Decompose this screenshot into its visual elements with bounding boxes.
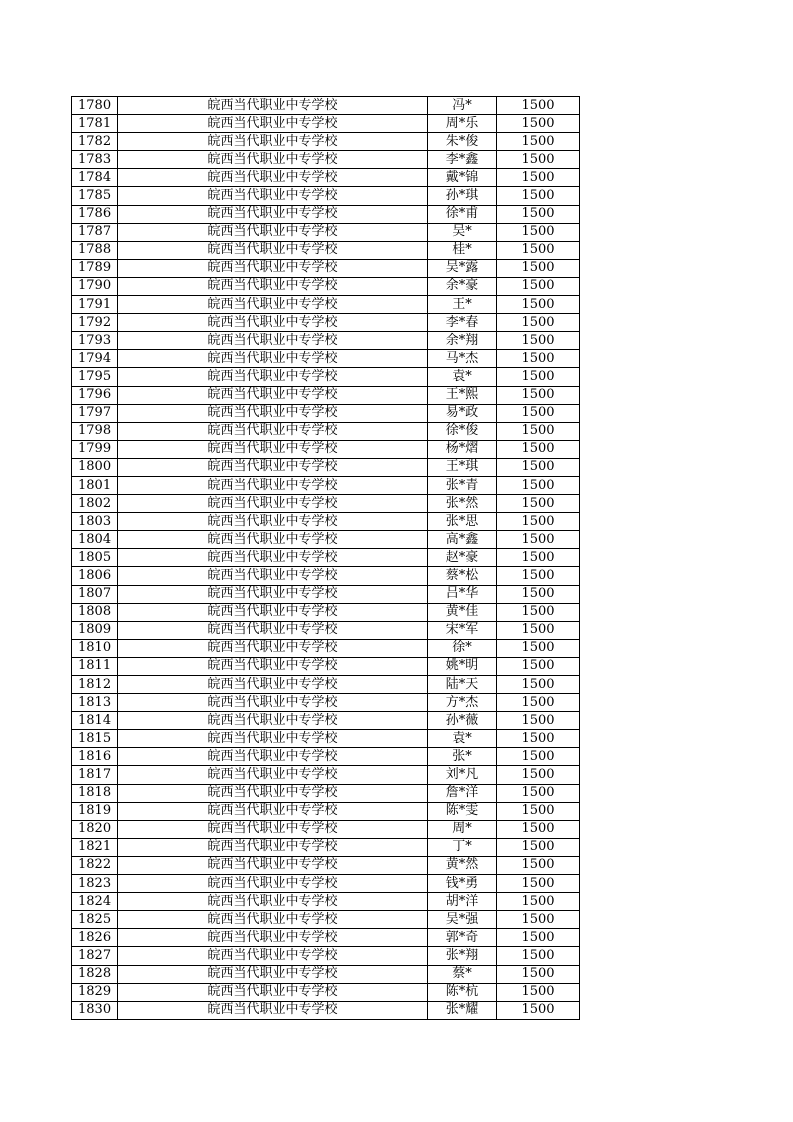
school-name-cell: 皖西当代职业中专学校 <box>118 115 428 133</box>
row-number-cell: 1826 <box>72 929 118 947</box>
row-number-cell: 1803 <box>72 513 118 531</box>
table-row <box>72 1001 580 1019</box>
student-name-cell: 胡*洋 <box>428 893 497 911</box>
school-name-cell: 皖西当代职业中专学校 <box>118 549 428 567</box>
school-name-cell: 皖西当代职业中专学校 <box>118 422 428 440</box>
table-row <box>72 784 580 802</box>
student-name-cell: 周*乐 <box>428 115 497 133</box>
row-number-cell: 1782 <box>72 133 118 151</box>
amount-cell: 1500 <box>497 621 580 639</box>
row-number-cell: 1781 <box>72 115 118 133</box>
amount-cell: 1500 <box>497 712 580 730</box>
amount-cell: 1500 <box>497 115 580 133</box>
table-row <box>72 694 580 712</box>
row-number-cell: 1797 <box>72 404 118 422</box>
student-name-cell: 赵*豪 <box>428 549 497 567</box>
school-name-cell: 皖西当代职业中专学校 <box>118 404 428 422</box>
row-number-cell: 1814 <box>72 712 118 730</box>
student-name-cell: 徐*俊 <box>428 422 497 440</box>
table-row <box>72 277 580 295</box>
amount-cell: 1500 <box>497 223 580 241</box>
row-number-cell: 1798 <box>72 422 118 440</box>
table-row <box>72 115 580 133</box>
row-number-cell: 1823 <box>72 875 118 893</box>
amount-cell: 1500 <box>497 893 580 911</box>
student-name-cell: 吕*华 <box>428 585 497 603</box>
row-number-cell: 1805 <box>72 549 118 567</box>
student-name-cell: 李*鑫 <box>428 151 497 169</box>
school-name-cell: 皖西当代职业中专学校 <box>118 929 428 947</box>
amount-cell: 1500 <box>497 422 580 440</box>
row-number-cell: 1818 <box>72 784 118 802</box>
amount-cell: 1500 <box>497 97 580 115</box>
school-name-cell: 皖西当代职业中专学校 <box>118 820 428 838</box>
subsidy-table <box>71 96 580 1020</box>
amount-cell: 1500 <box>497 820 580 838</box>
table-row <box>72 585 580 603</box>
amount-cell: 1500 <box>497 911 580 929</box>
student-name-cell: 朱*俊 <box>428 133 497 151</box>
student-name-cell: 黄*佳 <box>428 603 497 621</box>
table-row <box>72 766 580 784</box>
row-number-cell: 1827 <box>72 947 118 965</box>
table-row <box>72 748 580 766</box>
table-row <box>72 368 580 386</box>
school-name-cell: 皖西当代职业中专学校 <box>118 169 428 187</box>
student-name-cell: 戴*锦 <box>428 169 497 187</box>
table-row <box>72 983 580 1001</box>
row-number-cell: 1799 <box>72 440 118 458</box>
amount-cell: 1500 <box>497 856 580 874</box>
amount-cell: 1500 <box>497 495 580 513</box>
school-name-cell: 皖西当代职业中专学校 <box>118 350 428 368</box>
amount-cell: 1500 <box>497 133 580 151</box>
student-name-cell: 詹*洋 <box>428 784 497 802</box>
school-name-cell: 皖西当代职业中专学校 <box>118 296 428 314</box>
table-row <box>72 712 580 730</box>
row-number-cell: 1810 <box>72 639 118 657</box>
row-number-cell: 1780 <box>72 97 118 115</box>
school-name-cell: 皖西当代职业中专学校 <box>118 748 428 766</box>
row-number-cell: 1784 <box>72 169 118 187</box>
row-number-cell: 1820 <box>72 820 118 838</box>
amount-cell: 1500 <box>497 947 580 965</box>
student-name-cell: 孙*薇 <box>428 712 497 730</box>
table-row <box>72 838 580 856</box>
student-name-cell: 蔡*松 <box>428 567 497 585</box>
school-name-cell: 皖西当代职业中专学校 <box>118 603 428 621</box>
amount-cell: 1500 <box>497 929 580 947</box>
student-name-cell: 吴*强 <box>428 911 497 929</box>
amount-cell: 1500 <box>497 513 580 531</box>
school-name-cell: 皖西当代职业中专学校 <box>118 784 428 802</box>
school-name-cell: 皖西当代职业中专学校 <box>118 223 428 241</box>
amount-cell: 1500 <box>497 169 580 187</box>
table-row <box>72 893 580 911</box>
row-number-cell: 1788 <box>72 241 118 259</box>
student-name-cell: 孙*琪 <box>428 187 497 205</box>
student-name-cell: 张*翔 <box>428 947 497 965</box>
amount-cell: 1500 <box>497 748 580 766</box>
school-name-cell: 皖西当代职业中专学校 <box>118 386 428 404</box>
amount-cell: 1500 <box>497 965 580 983</box>
table-row <box>72 621 580 639</box>
student-name-cell: 王*琪 <box>428 458 497 476</box>
table-row <box>72 241 580 259</box>
school-name-cell: 皖西当代职业中专学校 <box>118 531 428 549</box>
row-number-cell: 1787 <box>72 223 118 241</box>
row-number-cell: 1789 <box>72 259 118 277</box>
amount-cell: 1500 <box>497 241 580 259</box>
amount-cell: 1500 <box>497 151 580 169</box>
amount-cell: 1500 <box>497 585 580 603</box>
row-number-cell: 1822 <box>72 856 118 874</box>
school-name-cell: 皖西当代职业中专学校 <box>118 205 428 223</box>
student-name-cell: 姚*明 <box>428 657 497 675</box>
row-number-cell: 1791 <box>72 296 118 314</box>
table-row <box>72 440 580 458</box>
table-row <box>72 657 580 675</box>
amount-cell: 1500 <box>497 368 580 386</box>
student-name-cell: 宋*军 <box>428 621 497 639</box>
school-name-cell: 皖西当代职业中专学校 <box>118 476 428 494</box>
school-name-cell: 皖西当代职业中专学校 <box>118 368 428 386</box>
student-name-cell: 黄*然 <box>428 856 497 874</box>
school-name-cell: 皖西当代职业中专学校 <box>118 856 428 874</box>
amount-cell: 1500 <box>497 730 580 748</box>
school-name-cell: 皖西当代职业中专学校 <box>118 965 428 983</box>
row-number-cell: 1795 <box>72 368 118 386</box>
amount-cell: 1500 <box>497 766 580 784</box>
row-number-cell: 1819 <box>72 802 118 820</box>
row-number-cell: 1794 <box>72 350 118 368</box>
student-name-cell: 马*杰 <box>428 350 497 368</box>
student-name-cell: 张*耀 <box>428 1001 497 1019</box>
row-number-cell: 1824 <box>72 893 118 911</box>
student-name-cell: 张* <box>428 748 497 766</box>
row-number-cell: 1807 <box>72 585 118 603</box>
amount-cell: 1500 <box>497 802 580 820</box>
amount-cell: 1500 <box>497 1001 580 1019</box>
school-name-cell: 皖西当代职业中专学校 <box>118 277 428 295</box>
student-name-cell: 余*豪 <box>428 277 497 295</box>
school-name-cell: 皖西当代职业中专学校 <box>118 151 428 169</box>
row-number-cell: 1825 <box>72 911 118 929</box>
amount-cell: 1500 <box>497 476 580 494</box>
student-name-cell: 徐*甫 <box>428 205 497 223</box>
row-number-cell: 1821 <box>72 838 118 856</box>
table-row <box>72 404 580 422</box>
table-row <box>72 549 580 567</box>
amount-cell: 1500 <box>497 404 580 422</box>
table-row <box>72 97 580 115</box>
school-name-cell: 皖西当代职业中专学校 <box>118 187 428 205</box>
table-row <box>72 929 580 947</box>
table-row <box>72 531 580 549</box>
row-number-cell: 1790 <box>72 277 118 295</box>
row-number-cell: 1785 <box>72 187 118 205</box>
student-name-cell: 吴*露 <box>428 259 497 277</box>
amount-cell: 1500 <box>497 440 580 458</box>
amount-cell: 1500 <box>497 657 580 675</box>
school-name-cell: 皖西当代职业中专学校 <box>118 1001 428 1019</box>
amount-cell: 1500 <box>497 694 580 712</box>
table-row <box>72 151 580 169</box>
school-name-cell: 皖西当代职业中专学校 <box>118 730 428 748</box>
school-name-cell: 皖西当代职业中专学校 <box>118 585 428 603</box>
school-name-cell: 皖西当代职业中专学校 <box>118 567 428 585</box>
table-row <box>72 947 580 965</box>
row-number-cell: 1796 <box>72 386 118 404</box>
school-name-cell: 皖西当代职业中专学校 <box>118 332 428 350</box>
table-row <box>72 603 580 621</box>
student-name-cell: 刘*凡 <box>428 766 497 784</box>
student-name-cell: 余*翔 <box>428 332 497 350</box>
table-row <box>72 314 580 332</box>
school-name-cell: 皖西当代职业中专学校 <box>118 766 428 784</box>
row-number-cell: 1786 <box>72 205 118 223</box>
school-name-cell: 皖西当代职业中专学校 <box>118 458 428 476</box>
student-name-cell: 陈*雯 <box>428 802 497 820</box>
amount-cell: 1500 <box>497 567 580 585</box>
student-name-cell: 张*青 <box>428 476 497 494</box>
row-number-cell: 1812 <box>72 676 118 694</box>
row-number-cell: 1816 <box>72 748 118 766</box>
row-number-cell: 1811 <box>72 657 118 675</box>
table-row <box>72 567 580 585</box>
row-number-cell: 1828 <box>72 965 118 983</box>
amount-cell: 1500 <box>497 296 580 314</box>
student-name-cell: 钱*勇 <box>428 875 497 893</box>
table-row <box>72 296 580 314</box>
student-name-cell: 冯* <box>428 97 497 115</box>
table-row <box>72 386 580 404</box>
amount-cell: 1500 <box>497 314 580 332</box>
school-name-cell: 皖西当代职业中专学校 <box>118 657 428 675</box>
row-number-cell: 1829 <box>72 983 118 1001</box>
student-name-cell: 陈*杭 <box>428 983 497 1001</box>
amount-cell: 1500 <box>497 875 580 893</box>
school-name-cell: 皖西当代职业中专学校 <box>118 440 428 458</box>
row-number-cell: 1792 <box>72 314 118 332</box>
table-row <box>72 205 580 223</box>
school-name-cell: 皖西当代职业中专学校 <box>118 621 428 639</box>
table-row <box>72 422 580 440</box>
amount-cell: 1500 <box>497 639 580 657</box>
amount-cell: 1500 <box>497 332 580 350</box>
school-name-cell: 皖西当代职业中专学校 <box>118 314 428 332</box>
student-name-cell: 王*熙 <box>428 386 497 404</box>
table-row <box>72 133 580 151</box>
table-row <box>72 350 580 368</box>
school-name-cell: 皖西当代职业中专学校 <box>118 875 428 893</box>
school-name-cell: 皖西当代职业中专学校 <box>118 676 428 694</box>
amount-cell: 1500 <box>497 676 580 694</box>
table-row <box>72 639 580 657</box>
amount-cell: 1500 <box>497 549 580 567</box>
table-row <box>72 911 580 929</box>
table-row <box>72 676 580 694</box>
row-number-cell: 1808 <box>72 603 118 621</box>
student-name-cell: 易*政 <box>428 404 497 422</box>
school-name-cell: 皖西当代职业中专学校 <box>118 712 428 730</box>
table-row <box>72 332 580 350</box>
student-name-cell: 丁* <box>428 838 497 856</box>
row-number-cell: 1804 <box>72 531 118 549</box>
school-name-cell: 皖西当代职业中专学校 <box>118 259 428 277</box>
row-number-cell: 1802 <box>72 495 118 513</box>
student-name-cell: 张*然 <box>428 495 497 513</box>
row-number-cell: 1801 <box>72 476 118 494</box>
row-number-cell: 1830 <box>72 1001 118 1019</box>
student-name-cell: 李*春 <box>428 314 497 332</box>
amount-cell: 1500 <box>497 458 580 476</box>
row-number-cell: 1793 <box>72 332 118 350</box>
table-row <box>72 856 580 874</box>
amount-cell: 1500 <box>497 259 580 277</box>
amount-cell: 1500 <box>497 205 580 223</box>
row-number-cell: 1806 <box>72 567 118 585</box>
student-name-cell: 袁* <box>428 730 497 748</box>
table-row <box>72 875 580 893</box>
school-name-cell: 皖西当代职业中专学校 <box>118 893 428 911</box>
student-name-cell: 陆*天 <box>428 676 497 694</box>
student-name-cell: 蔡* <box>428 965 497 983</box>
school-name-cell: 皖西当代职业中专学校 <box>118 911 428 929</box>
table-row <box>72 730 580 748</box>
school-name-cell: 皖西当代职业中专学校 <box>118 983 428 1001</box>
table-row <box>72 495 580 513</box>
student-name-cell: 方*杰 <box>428 694 497 712</box>
school-name-cell: 皖西当代职业中专学校 <box>118 97 428 115</box>
amount-cell: 1500 <box>497 386 580 404</box>
student-name-cell: 袁* <box>428 368 497 386</box>
student-name-cell: 周* <box>428 820 497 838</box>
amount-cell: 1500 <box>497 277 580 295</box>
amount-cell: 1500 <box>497 784 580 802</box>
amount-cell: 1500 <box>497 187 580 205</box>
student-name-cell: 吴* <box>428 223 497 241</box>
row-number-cell: 1800 <box>72 458 118 476</box>
student-name-cell: 张*思 <box>428 513 497 531</box>
student-name-cell: 王* <box>428 296 497 314</box>
amount-cell: 1500 <box>497 983 580 1001</box>
table-body <box>72 97 580 1020</box>
amount-cell: 1500 <box>497 350 580 368</box>
student-name-cell: 桂* <box>428 241 497 259</box>
student-name-cell: 徐* <box>428 639 497 657</box>
table-row <box>72 513 580 531</box>
student-name-cell: 郭*奇 <box>428 929 497 947</box>
table-row <box>72 802 580 820</box>
table-row <box>72 820 580 838</box>
row-number-cell: 1809 <box>72 621 118 639</box>
school-name-cell: 皖西当代职业中专学校 <box>118 838 428 856</box>
school-name-cell: 皖西当代职业中专学校 <box>118 241 428 259</box>
school-name-cell: 皖西当代职业中专学校 <box>118 802 428 820</box>
table-row <box>72 223 580 241</box>
amount-cell: 1500 <box>497 838 580 856</box>
school-name-cell: 皖西当代职业中专学校 <box>118 639 428 657</box>
row-number-cell: 1783 <box>72 151 118 169</box>
school-name-cell: 皖西当代职业中专学校 <box>118 495 428 513</box>
amount-cell: 1500 <box>497 603 580 621</box>
row-number-cell: 1817 <box>72 766 118 784</box>
table-row <box>72 187 580 205</box>
row-number-cell: 1815 <box>72 730 118 748</box>
table-row <box>72 169 580 187</box>
school-name-cell: 皖西当代职业中专学校 <box>118 513 428 531</box>
student-name-cell: 杨*熠 <box>428 440 497 458</box>
amount-cell: 1500 <box>497 531 580 549</box>
student-name-cell: 高*鑫 <box>428 531 497 549</box>
school-name-cell: 皖西当代职业中专学校 <box>118 133 428 151</box>
table-row <box>72 458 580 476</box>
table-row <box>72 965 580 983</box>
table-row <box>72 476 580 494</box>
row-number-cell: 1813 <box>72 694 118 712</box>
table-row <box>72 259 580 277</box>
school-name-cell: 皖西当代职业中专学校 <box>118 694 428 712</box>
school-name-cell: 皖西当代职业中专学校 <box>118 947 428 965</box>
